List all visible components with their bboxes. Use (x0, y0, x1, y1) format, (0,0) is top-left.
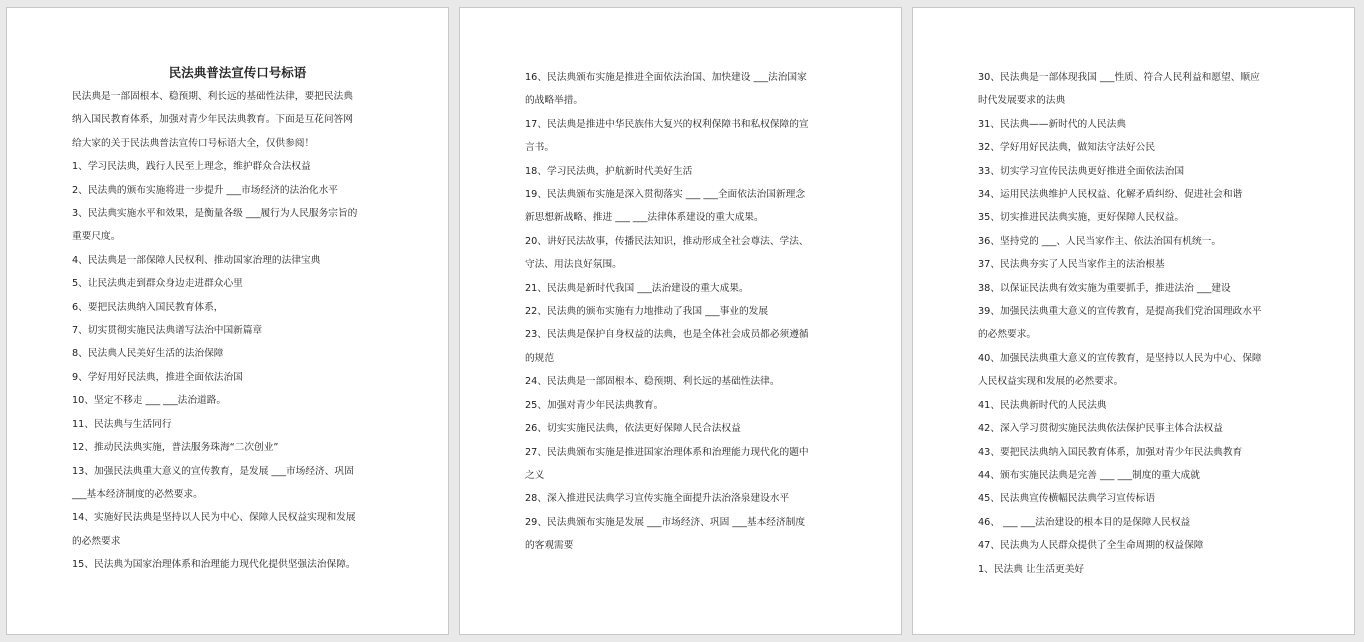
text-line: 的规范 (525, 352, 555, 364)
text-line: 27、民法典颁布实施是推进国家治理体系和治理能力现代化的题中 (525, 446, 809, 458)
text-line: 29、民法典颁布实施是发展 ___市场经济、巩固 ___基本经济制度 (525, 516, 806, 528)
text-line: 13、加强民法典重大意义的宣传教育，是发展 ___市场经济、巩固 (72, 465, 354, 477)
text-line: 28、深入推进民法典学习宣传实施全面提升法治洛泉建设水平 (525, 493, 790, 505)
document-page-2 (459, 7, 902, 635)
text-line: 45、民法典宣传横幅民法典学习宣传标语 (978, 493, 1156, 505)
text-line: 33、切实学习宣传民法典更好推进全面依法治国 (978, 165, 1185, 177)
text-line: 18、学习民法典，护航新时代美好生活 (525, 165, 693, 177)
text-line: 给大家的关于民法典普法宣传口号标语大全，仅供参阅！ (72, 137, 315, 149)
text-line: 6、要把民法典纳入国民教育体系， (72, 301, 224, 313)
text-line: 38、以保证民法典有效实施为重要抓手，推进法治 ___建设 (978, 282, 1231, 294)
text-line: 7、切实贯彻实施民法典谱写法治中国新篇章 (72, 325, 263, 337)
text-line: 41、民法典新时代的人民法典 (978, 399, 1107, 411)
text-line: 8、民法典人民美好生活的法治保障 (72, 348, 224, 360)
text-line: 的客观需要 (525, 540, 574, 552)
text-line: 42、深入学习贯彻实施民法典依法保护民事主体合法权益 (978, 423, 1223, 435)
text-line: 重要尺度。 (72, 231, 121, 243)
text-line: 1、学习民法典，践行人民至上理念，维护群众合法权益 (72, 161, 311, 173)
text-line: 19、民法典颁布实施是深入贯彻落实 ___ ___全面依法治国新理念 (525, 189, 806, 201)
page-1-content (72, 64, 393, 577)
text-line: 30、民法典是一部体现我国 ___性质、符合人民利益和愿望、顺应 (978, 72, 1260, 83)
text-line: 之义 (525, 469, 545, 481)
text-line: 人民权益实现和发展的必然要求。 (978, 376, 1124, 388)
page-2-content (525, 66, 846, 558)
text-line: 12、推动民法典实施，普法服务珠海“二次创业” (72, 442, 279, 454)
text-line: 36、坚持党的 ___、人民当家作主、依法治国有机统一。 (978, 235, 1222, 247)
text-line: 时代发展要求的法典 (978, 95, 1066, 107)
text-line: 新思想新战略、推进 ___ ___法律体系建设的重大成果。 (525, 212, 764, 224)
text-line: 16、民法典颁布实施是推进全面依法治国、加快建设 ___法治国家 (525, 72, 807, 83)
document-page-1 (6, 7, 449, 635)
text-line: 14、实施好民法典是坚持以人民为中心、保障人民权益实现和发展 (72, 512, 356, 524)
text-line: 37、民法典夯实了人民当家作主的法治根基 (978, 259, 1165, 271)
text-line: 纳入国民教育体系，加强对青少年民法典教育。下面是互花问答网 (72, 114, 353, 126)
text-line: 43、要把民法典纳入国民教育体系，加强对青少年民法典教育 (978, 446, 1243, 458)
text-line: 的战略举措。 (525, 95, 584, 107)
text-line: 26、切实实施民法典，依法更好保障人民合法权益 (525, 423, 741, 435)
text-line: 的必然要求 (72, 535, 121, 547)
text-line: 11、民法典与生活同行 (72, 418, 172, 430)
document-title: 民法典普法宣传口号标语 (168, 65, 307, 80)
text-line: 21、民法典是新时代我国 ___法治建设的重大成果。 (525, 282, 749, 294)
text-line: 22、民法典的颁布实施有力地推动了我国 ___事业的发展 (525, 306, 769, 318)
document-page-3 (912, 7, 1355, 635)
text-line: 34、运用民法典维护人民权益、化解矛盾纠纷、促进社会和谐 (978, 189, 1243, 201)
text-line: 17、民法典是推进中华民族伟大复兴的权利保障书和私权保障的宣 (525, 118, 809, 130)
text-line: 民法典是一部固根本、稳预期、利长远的基础性法律，要把民法典 (72, 91, 353, 102)
text-line: 20、讲好民法故事，传播民法知识，推动形成全社会尊法、学法、 (525, 235, 809, 247)
text-line: 47、民法典为人民群众提供了全生命周期的权益保障 (978, 540, 1204, 552)
text-line: 40、加强民法典重大意义的宣传教育，是坚持以人民为中心、保障 (978, 352, 1262, 364)
text-line: 15、民法典为国家治理体系和治理能力现代化提供坚强法治保障。 (72, 559, 356, 571)
text-line: 31、民法典——新时代的人民法典 (978, 118, 1126, 130)
text-line: 46、 ___ ___法治建设的根本目的是保障人民权益 (978, 516, 1191, 528)
text-line: 的必然要求。 (978, 329, 1037, 341)
text-line: 3、民法典实施水平和效果，是衡量各级 ___履行为人民服务宗旨的 (72, 208, 358, 220)
text-line: 2、民法典的颁布实施将进一步提升 ___市场经济的法治化水平 (72, 184, 338, 196)
text-line: 守法、用法良好氛围。 (525, 259, 622, 271)
text-line: 39、加强民法典重大意义的宣传教育，是提高我们党治国理政水平 (978, 306, 1262, 318)
text-line: 言书。 (525, 142, 555, 154)
text-line: 32、学好用好民法典，做知法守法好公民 (978, 142, 1156, 154)
text-line: 10、坚定不移走 ___ ___法治道路。 (72, 395, 227, 407)
text-line: 5、让民法典走到群众身边走进群众心里 (72, 278, 243, 290)
text-line: 1、民法典 让生活更美好 (978, 563, 1085, 575)
text-line: 4、民法典是一部保障人民权利、推动国家治理的法律宝典 (72, 254, 321, 266)
text-line: 44、颁布实施民法典是完善 ___ ___制度的重大成就 (978, 469, 1200, 481)
text-line: 23、民法典是保护自身权益的法典，也是全体社会成员都必须遵循 (525, 329, 809, 341)
text-line: 9、学好用好民法典，推进全面依法治国 (72, 371, 243, 383)
page-3-content (978, 66, 1299, 581)
text-line: 35、切实推进民法典实施，更好保障人民权益。 (978, 212, 1185, 224)
text-line: 24、民法典是一部固根本、稳预期、利长远的基础性法律。 (525, 376, 780, 388)
text-line: 25、加强对青少年民法典教育。 (525, 399, 664, 411)
text-line: ___基本经济制度的必然要求。 (72, 488, 203, 500)
